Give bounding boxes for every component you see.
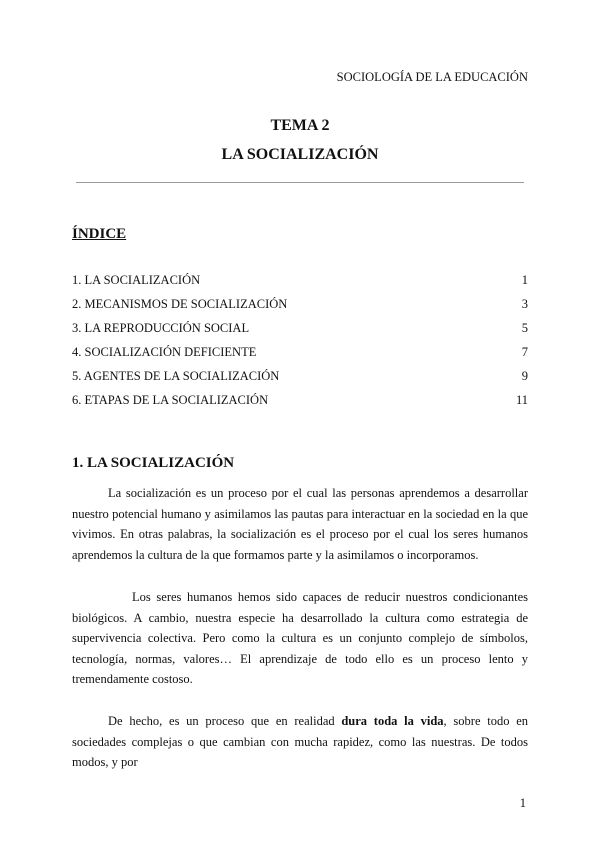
toc-item-label: 1. LA SOCIALIZACIÓN bbox=[72, 273, 201, 287]
toc-item bbox=[72, 271, 528, 295]
page-number: 1 bbox=[519, 796, 526, 810]
title-block bbox=[0, 117, 600, 164]
toc-item bbox=[72, 295, 528, 319]
paragraph-text-end: , sobre todo en sociedades complejas o que cambian con mucha rapidez, como las nuestras. De todos modos, y por bbox=[72, 714, 528, 769]
toc-item-page: 5 bbox=[521, 321, 528, 335]
topic-number: TEMA 2 bbox=[270, 117, 330, 134]
course-header: SOCIOLOGÍA DE LA EDUCACIÓN bbox=[336, 70, 528, 84]
paragraph-text-start: De hecho, es un proceso que en realidad bbox=[108, 714, 342, 728]
toc-item bbox=[72, 343, 528, 367]
bold-phrase: dura toda la vida bbox=[341, 714, 444, 728]
table-of-contents bbox=[72, 271, 528, 415]
toc-item-page: 3 bbox=[521, 297, 528, 311]
toc-item bbox=[72, 319, 528, 343]
horizontal-divider bbox=[76, 182, 524, 183]
toc-item-page: 1 bbox=[521, 273, 528, 287]
toc-item-label: 4. SOCIALIZACIÓN DEFICIENTE bbox=[72, 345, 257, 359]
body-paragraph bbox=[72, 711, 528, 773]
toc-item-label: 3. LA REPRODUCCIÓN SOCIAL bbox=[72, 321, 250, 335]
toc-item-page: 9 bbox=[521, 369, 528, 383]
toc-item-label: 5. AGENTES DE LA SOCIALIZACIÓN bbox=[72, 369, 280, 383]
body-paragraph bbox=[72, 483, 528, 565]
toc-item bbox=[72, 367, 528, 391]
body-paragraph bbox=[72, 587, 528, 690]
section-heading: 1. LA SOCIALIZACIÓN bbox=[72, 455, 235, 471]
index-heading: ÍNDICE bbox=[72, 226, 127, 242]
paragraph-text: La socialización es un proceso por el cual las personas aprendemos a desarrollar nuestro potencial humano y asimilamos las pautas para interactuar en la sociedad en la que vivimos. En otras palabras, la socialización es el proceso por el cual los seres humanos aprendemos la cultura de la que formamos parte y la asimilamos o incorporamos. bbox=[72, 486, 528, 562]
toc-item-label: 2. MECANISMOS DE SOCIALIZACIÓN bbox=[72, 297, 288, 311]
paragraph-text bbox=[72, 711, 528, 773]
toc-item bbox=[72, 391, 528, 415]
toc-item-page: 11 bbox=[515, 393, 528, 407]
toc-item-label: 6. ETAPAS DE LA SOCIALIZACIÓN bbox=[72, 393, 269, 407]
topic-title: LA SOCIALIZACIÓN bbox=[221, 146, 379, 163]
toc-item-page: 7 bbox=[521, 345, 528, 359]
paragraph-text: Los seres humanos hemos sido capaces de reducir nuestros condicionantes biológicos. A cambio, nuestra especie ha desarrollado la cultura como estrategia de supervivencia colectiva. Pero como la cultura es un conjunto complejo de símbolos, tecnología, normas, valores… El aprendizaje de todo ello es un proceso lento y tremendamente costoso. bbox=[72, 590, 528, 686]
